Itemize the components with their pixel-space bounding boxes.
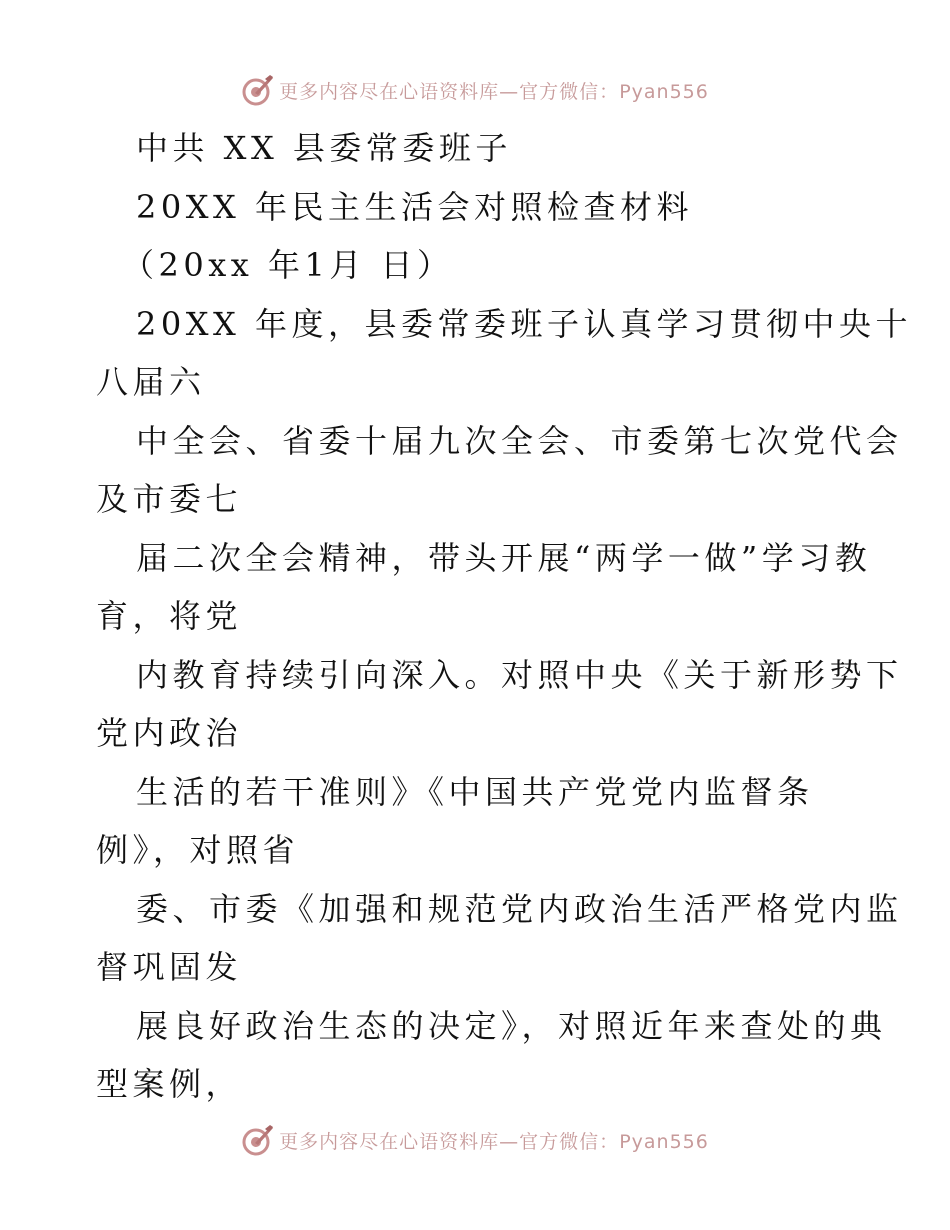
- body-line: 生活的若干准则》《中国共产党党内监督条: [136, 773, 814, 811]
- watermark-site: 更多内容尽在心语资料库: [279, 80, 500, 103]
- body-line: 委、市委《加强和规范党内政治生活严格党内监: [136, 890, 903, 928]
- body-line: 20XX 年度，县委常委班子认真学习贯彻中央十: [136, 305, 912, 343]
- watermark-separator: —: [499, 1130, 520, 1153]
- body-line: 督巩固发: [96, 948, 243, 986]
- watermark-site: 更多内容尽在心语资料库: [279, 1130, 500, 1153]
- footer-watermark: [0, 1120, 950, 1160]
- body-line: 内教育持续引向深入。对照中央《关于新形势下: [136, 656, 903, 694]
- body-line: 展良好政治生态的决定》，对照近年来查处的典: [136, 1007, 887, 1045]
- body-line: 及市委七: [96, 480, 243, 518]
- body-line: 八届六: [96, 363, 206, 401]
- watermark-text: [279, 1127, 709, 1154]
- body-line: 中全会、省委十届九次全会、市委第七次党代会: [136, 422, 903, 460]
- document-date-line: （20xx 年1月 日）: [122, 246, 454, 284]
- watermark-wechat-id: Pyan556: [619, 80, 709, 103]
- body-line: 育，将党: [96, 597, 243, 635]
- watermark-wechat-label: 官方微信：: [519, 1130, 620, 1153]
- document-title-line-1: 中共 XX 县委常委班子: [136, 129, 512, 167]
- body-line: 例》，对照省: [96, 831, 300, 869]
- watermark-separator: —: [499, 80, 520, 103]
- watermark-wechat-id: Pyan556: [619, 1130, 709, 1153]
- body-line: 型案例，: [96, 1065, 243, 1103]
- document-title-line-2: 20XX 年民主生活会对照检查材料: [136, 188, 693, 226]
- body-line: 党内政治: [96, 714, 243, 752]
- watermark-wechat-label: 官方微信：: [519, 80, 620, 103]
- body-line: 届二次全会精神，带头开展“两学一做”学习教: [136, 539, 872, 577]
- quill-pen-seal-icon: [241, 1123, 275, 1157]
